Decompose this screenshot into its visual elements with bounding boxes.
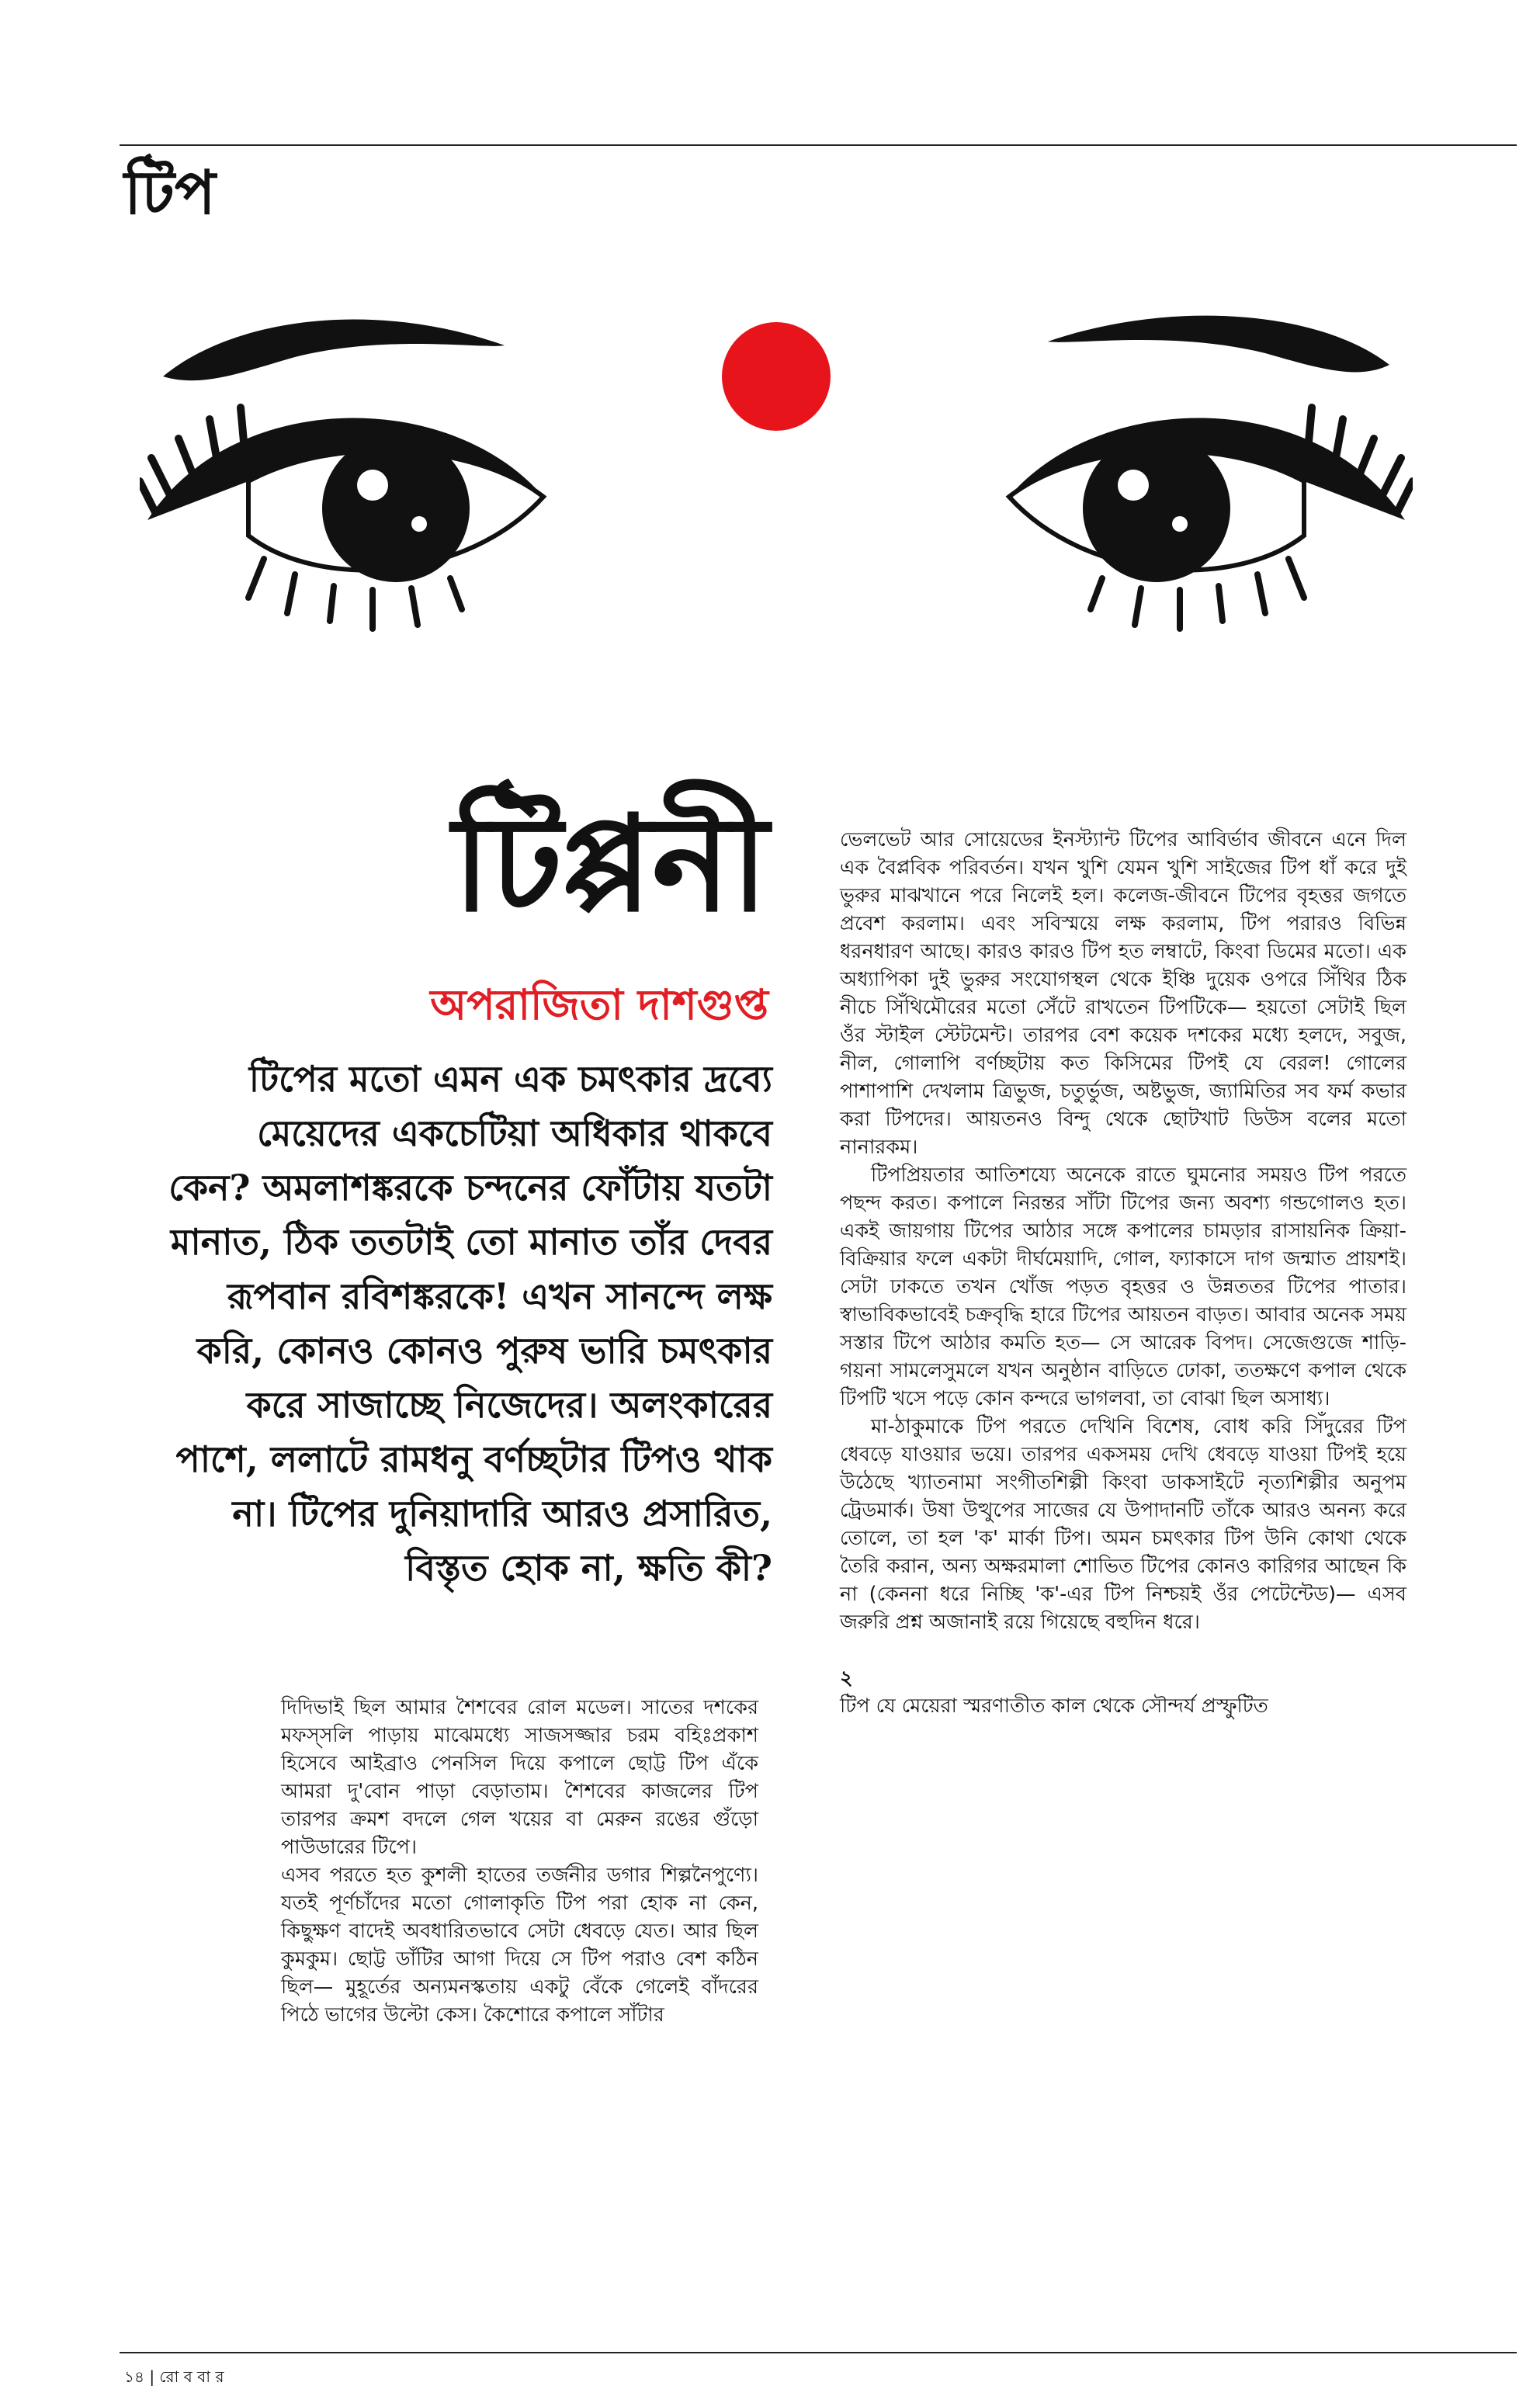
page-footer: ১৪ | রো ব বা র (124, 2367, 224, 2386)
bindi-dot (722, 322, 831, 431)
bottom-rule (120, 2352, 1517, 2353)
right-eyebrow (1048, 316, 1389, 373)
paragraph: মা-ঠাকুমাকে টিপ পরতে দেখিনি বিশেষ, বোধ করি সিঁদুরের টিপ ধেবড়ে যাওয়ার ভয়ে। তারপর একসময় দেখি ধেবড়ে যাওয়া টিপই হয়ে উঠেছে খ্যাতনামা সংগীতশিল্পী কিংবা ডাকসাইটে নৃত্যশিল্পীর অনুপম ট্রেডমার্ক। উষা উত্থুপের সাজের যে উপাদানটি তাঁকে আরও অনন্য করে তোলে, তা হল 'ক' মার্কা টিপ। অমন চমৎকার টিপ উনি কোথা থেকে তৈরি করান, অন্য অক্ষরমালা শোভিত টিপের কোনও কারিগর আছেন কি না (কেননা ধরে নিচ্ছি 'ক'-এর টিপ নিশ্চয়ই ওঁর পেটেন্টেড)— এসব জরুরি প্রশ্ন অজানাই রয়ে গিয়েছে বহুদিন ধরে। (840, 1415, 1406, 1634)
paragraph: ভেলভেট আর সোয়েডের ইনস্ট্যান্ট টিপের আবির্ভাব জীবনে এনে দিল এক বৈপ্লবিক পরিবর্তন। যখন খুশি যেমন খুশি সাইজের টিপ ধাঁ করে দুই ভুরুর মাঝখানে পরে নিলেই হল। কলেজ-জীবনে টিপের বৃহত্তর জগতে প্রবেশ করলাম। এবং সবিস্ময়ে লক্ষ করলাম, টিপ পরারও বিভিন্ন ধরনধারণ আছে। কারও কারও টিপ হত লম্বাটে, কিংবা ডিমের মতো। এক অধ্যাপিকা দুই ভুরুর সংযোগস্থল থেকে ইঞ্চি দুয়েক ওপরে সিঁথির ঠিক নীচে সিঁথিমৌরের মতো সেঁটে রাখতেন টিপটিকে— হয়তো সেটাই ছিল ওঁর স্টাইল স্টেটমেন্ট। তারপর বেশ কয়েক দশকের মধ্যে হলদে, সবুজ, নীল, গোলাপি বর্ণচ্ছটায় কত কিসিমের টিপই যে বেরল! গোলের পাশাপাশি দেখলাম ত্রিভুজ, চতুর্ভুজ, অষ্টভুজ, জ্যামিতির সব ফর্ম কভার করা টিপদের। আয়তনও বিন্দু থেকে ছোটখাট ডিউস বলের মতো নানারকম। (840, 828, 1406, 1159)
paragraph: দিদিভাই ছিল আমার শৈশবের রোল মডেল। সাতের দশকের মফস্সলি পাড়ায় মাঝেমধ্যে সাজসজ্জার চরম বহিঃপ্রকাশ হিসেবে আইব্রাও পেনসিল দিয়ে কপালে ছোট্ট টিপ এঁকে আমরা দু'বোন পাড়া বেড়াতাম। শৈশবের কাজলের টিপ তারপর ক্রমশ বদলে গেল খয়ের বা মেরুন রঙের গুঁড়ো পাউডারের টিপে। (281, 1696, 758, 1859)
author-byline: অপরাজিতা দাশগুপ্ত (430, 980, 768, 1029)
right-text-column (840, 826, 1406, 1720)
top-rule (120, 144, 1517, 146)
article-title: টিপ্পনী (453, 786, 768, 942)
eyes-illustration (140, 303, 1413, 706)
left-text-column (281, 1694, 758, 2029)
paragraph: টিপ যে মেয়েরা স্মরণাতীত কাল থেকে সৌন্দর্য প্রস্ফুটিত (840, 1694, 1268, 1718)
section-numeral: ২ (840, 1666, 853, 1690)
right-eye (1009, 408, 1413, 629)
section-label: টিপ (124, 158, 216, 228)
left-eyebrow (163, 319, 505, 380)
paragraph: এসব পরতে হত কুশলী হাতের তর্জনীর ডগার শিল্পনৈপুণ্যে। যতই পূর্ণচাঁদের মতো গোলাকৃতি টিপ পরা হোক না কেন, কিছুক্ষণ বাদেই অবধারিতভাবে সেটা ধেবড়ে যেত। আর ছিল কুমকুম। ছোট্ট ডাঁটির আগা দিয়ে সে টিপ পরাও বেশ কঠিন ছিল— মুহূর্তের অন্যমনস্কতায় একটু বেঁকে গেলেই বাঁদরের পিঠে ভাগের উল্টো কেস। কৈশোরে কপালে সাঁটার (281, 1864, 758, 2027)
paragraph: টিপপ্রিয়তার আতিশয্যে অনেকে রাতে ঘুমনোর সময়ও টিপ পরতে পছন্দ করত। কপালে নিরন্তর সাঁটা টিপের জন্য অবশ্য গন্ডগোলও হত। একই জায়গায় টিপের আঠার সঙ্গে কপালের চামড়ার রাসায়নিক ক্রিয়া-বিক্রিয়ার ফলে একটা দীর্ঘমেয়াদি, গোল, ফ্যাকাসে দাগ জন্মাত প্রায়শই। সেটা ঢাকতে তখন খোঁজ পড়ত বৃহত্তর ও উন্নততর টিপের পাতার। স্বাভাবিকভাবেই চক্রবৃদ্ধি হারে টিপের আয়তন বাড়ত। আবার অনেক সময় সস্তার টিপে আঠার কমতি হত— সে আরেক বিপদ। সেজেগুজে শাড়ি-গয়না সামলেসুমলে যখন অনুষ্ঠান বাড়িতে ঢোকা, ততক্ষণে কপাল থেকে টিপটি খসে পড়ে কোন কন্দরে ভাগলবা, তা বোঝা ছিল অসাধ্য। (840, 1164, 1406, 1410)
intro-standfirst: টিপের মতো এমন এক চমৎকার দ্রব্যে মেয়েদের একচেটিয়া অধিকার থাকবে কেন? অমলাশঙ্করকে চন্দনের ফোঁটায় যতটা মানাত, ঠিক ততটাই তো মানাত তাঁর দেবর রূপবান রবিশঙ্করকে! এখন সানন্দে লক্ষ করি, কোনও কোনও পুরুষ ভারি চমৎকার করে সাজাচ্ছে নিজেদের। অলংকারের পাশে, ললাটে রামধনু বর্ণচ্ছটার টিপও থাক না। টিপের দুনিয়াদারি আরও প্রসারিত, বিস্তৃত হোক না, ক্ষতি কী? (168, 1058, 772, 1589)
left-eye (140, 408, 543, 629)
